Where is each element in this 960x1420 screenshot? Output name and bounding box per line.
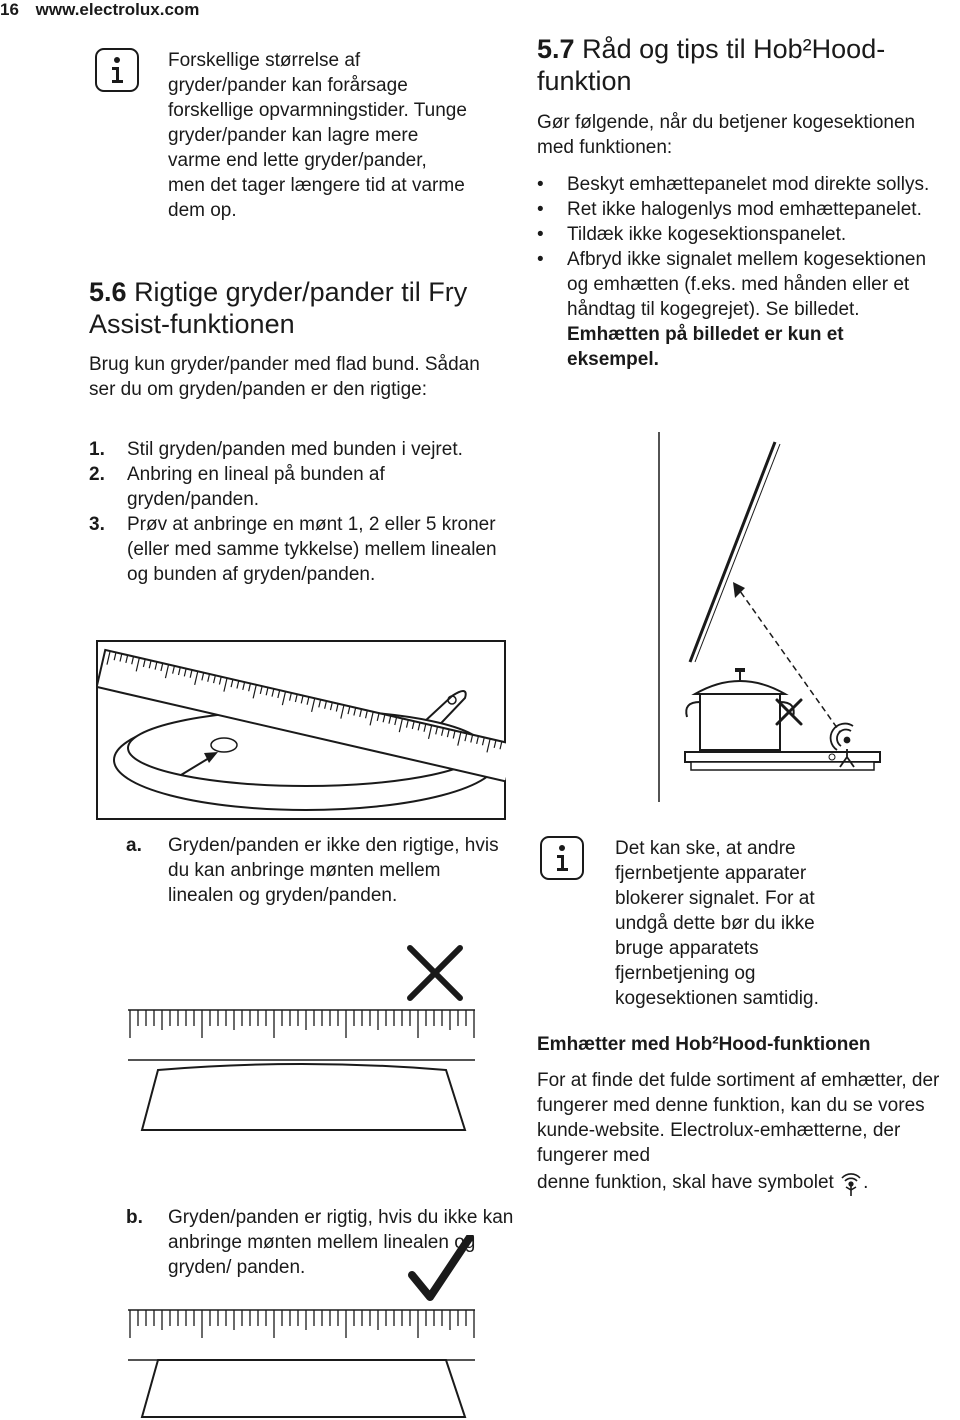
hood-text-symbol-lead: denne funktion, skal have symbolet [537,1172,834,1194]
info-icon [540,836,584,880]
hob2hood-illustration [655,432,895,802]
tip-bold-text: Emhætten på billedet er kun et eksempel. [567,324,844,370]
pan-ruler-illustration [96,640,506,820]
section-5-7-intro: Gør følgende, når du betjener kogesektionen med funktionen: [537,112,916,158]
section-title: Rigtige gryder/pander til Fry Assist-funktionen [89,277,468,339]
section-title: Råd og tips til Hob²Hood-funktion [537,34,886,96]
hood-text-end: . [863,1172,869,1194]
tips-list [537,172,937,372]
figure-letter: b. [126,1207,143,1228]
figure-b-illustration [120,1235,490,1420]
step-number: 3. [89,514,105,535]
steps-list [89,437,499,587]
step-text: Stil gryden/panden med bunden i vejret. [127,439,463,460]
info-note-right: Det kan ske, at andre fjernbetjente apparater blokerer signalet. For at undgå dette bør du ikke bruge apparatets fjernbetjening og kogesektionen samtidig. [615,838,819,1009]
website-url: www.electrolux.com [35,0,200,19]
step-text: Anbring en lineal på bunden af gryden/panden. [127,464,385,510]
figure-a-caption [126,833,508,908]
cross-icon [410,948,460,998]
tip-text: Afbryd ikke signalet mellem kogesektionen og emhætten (f.eks. med hånden eller et håndtag til kogegrejet). Se billedet. [567,249,927,320]
step-number: 2. [89,464,105,485]
figure-a-illustration [120,940,490,1140]
section-number: 5.7 [537,34,575,64]
figure-letter: a. [126,835,142,856]
section-heading-5-7 [537,33,937,97]
tip-item: • Tildæk ikke kogesektionspanelet. [537,222,937,247]
page-number: 16 [0,0,19,19]
step-item [89,437,499,462]
step-item [89,462,499,512]
step-number: 1. [89,439,105,460]
tip-item [537,247,937,372]
figure-text: Gryden/panden er ikke den rigtige, hvis du kan anbringe mønten mellem linealen og gryden/panden. [168,835,499,906]
hob2hood-symbol-icon [839,1168,863,1198]
info-icon [95,48,139,92]
figure-text: Gryden/panden er rigtig, hvis du ikke kan anbringe mønten mellem linealen og gryden/ panden. [168,1207,514,1278]
step-item [89,512,499,587]
info-note-top: Forskellige størrelse af gryder/pander kan forårsage forskellige opvarmningstider. Tunge gryder/pander kan lagre mere varme end lette gryder/pander, men det tager længere tid at varme dem op. [168,50,467,221]
section-heading-5-6 [89,276,519,340]
section-number: 5.6 [89,277,127,307]
tip-item: • Beskyt emhættepanelet mod direkte sollys. [537,172,937,197]
page-header [0,0,199,20]
section-5-6-intro: Brug kun gryder/pander med flad bund. Sådan ser du om gryden/panden er den rigtige: [89,354,480,400]
hood-text-main: For at finde det fulde sortiment af emhætter, der fungerer med denne funktion, kan du se vores kunde-website. Electrolux-emhætterne, der fungerer med [537,1070,940,1166]
step-text: Prøv at anbringe en mønt 1, 2 eller 5 kroner (eller med samme tykkelse) mellem linealen og bunden af gryden/panden. [127,514,497,585]
hood-section-text [537,1068,947,1198]
tip-item: • Ret ikke halogenlys mod emhættepanelet. [537,197,937,222]
hood-section-heading: Emhætter med Hob²Hood-funktionen [537,1034,871,1055]
check-icon [412,1237,470,1297]
